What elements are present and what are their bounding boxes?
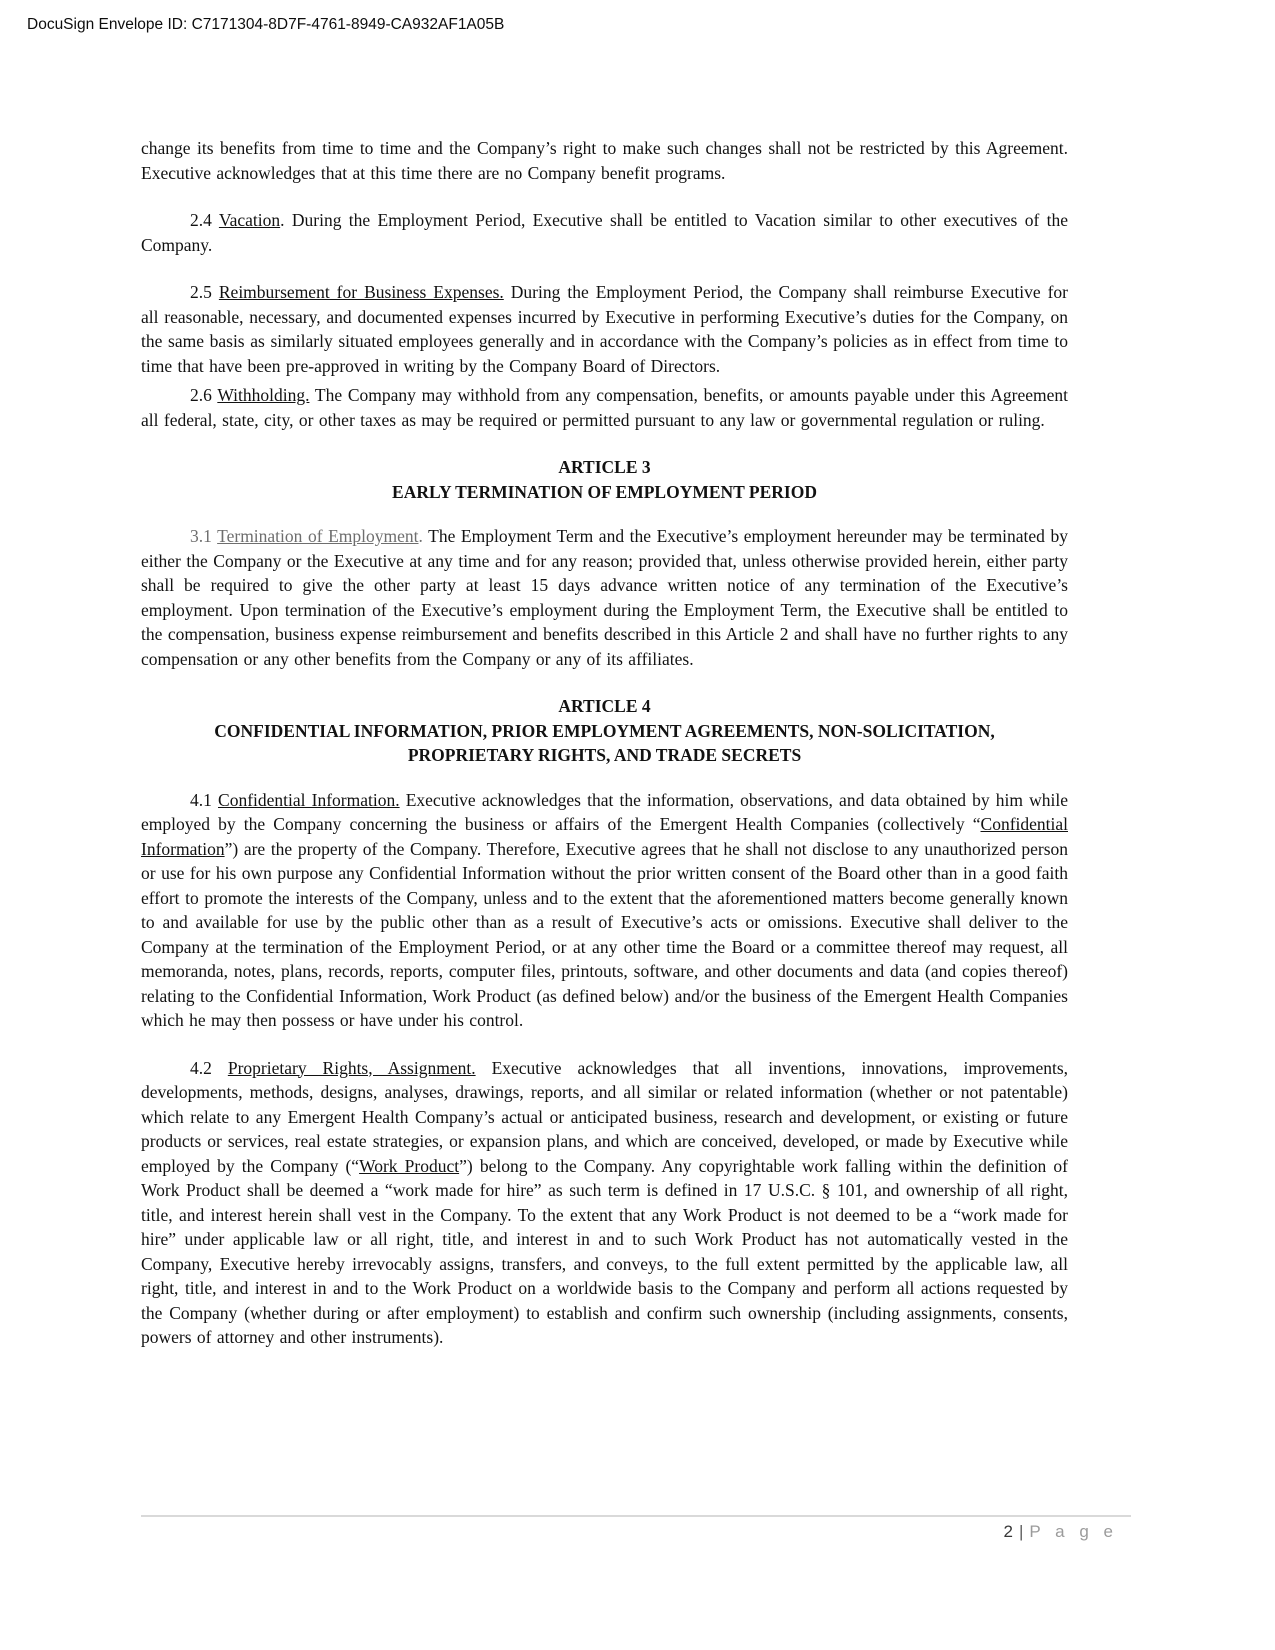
article-heading-article-3 bbox=[141, 455, 1068, 504]
clause-text: ”) belong to the Company. Any copyrightable work falling within the definition of Work Product shall be deemed a “work made for hire” as such term is defined in 17 U.S.C. § 101, and ownership of all right, title, and interest herein shall vest in the Company. To the extent that any Work Product is not deemed to be a “work made for hire” under applicable law or all right, title, and interest in and to such Work Product has not automatically vested in the Company, Executive hereby irrevocably assigns, transfers, and conveys, to the full extent permitted by the applicable law, all right, title, and interest in and to the Work Product on a worldwide basis to the Company and perform all actions requested by the Company (whether during or after employment) to establish and confirm such ownership (including assignments, consents, powers of attorney and other instruments). bbox=[141, 1155, 1068, 1347]
article-heading-line: ARTICLE 3 bbox=[558, 457, 651, 477]
clause-title: Vacation bbox=[218, 210, 281, 230]
clause-text: 2.6 bbox=[190, 385, 218, 405]
article-heading-article-4 bbox=[141, 694, 1068, 768]
paragraph-4-1-confidential-information bbox=[141, 788, 1068, 1033]
clause-text: The Company may withhold from any compensation, benefits, or amounts payable under this Agreement all federal, state, city, or other taxes as may be required or permitted pursuant to any law or governmental regulation or ruling. bbox=[141, 385, 1069, 430]
clause-text: ”) are the property of the Company. Therefore, Executive agrees that he shall not disclose to any unauthorized person or use for his own purpose any Confidential Information without the prior written consent of the Board other than in a good faith effort to promote the interests of the Company, unless and to the extent that the aforementioned matters become generally known to and available for use by the public other than as a result of Executive’s acts or omissions. Executive shall deliver to the Company at the termination of the Employment Period, or at any other time the Board or a committee thereof may request, all memoranda, notes, plans, records, reports, computer files, printouts, software, and other documents and data (and copies thereof) relating to the Confidential Information, Work Product (as defined below) and/or the business of the Emergent Health Companies which he may then possess or have under his control. bbox=[141, 838, 1068, 1030]
clause-text: 4.1 bbox=[190, 789, 219, 810]
clause-text: 4.2 bbox=[190, 1057, 228, 1078]
page-number: 2 bbox=[1003, 1522, 1013, 1541]
clause-text: 2.5 bbox=[190, 282, 219, 302]
article-heading-line: CONFIDENTIAL INFORMATION, PRIOR EMPLOYMENT AGREEMENTS, NON-SOLICITATION, bbox=[214, 720, 995, 741]
paragraph-2-4-vacation bbox=[141, 208, 1068, 257]
paragraph-2-6-withholding bbox=[141, 383, 1068, 432]
clause-text: During the Employment Period, the Company shall reimburse Executive for all reasonable, necessary, and documented expenses incurred by Executive in performing Executive’s duties for the Company, on the same basis as similarly situated employees generally and in accordance with the Company’s policies as in effect from time to time that have been pre-approved in writing by the Company Board of Directors. bbox=[141, 282, 1068, 376]
article-heading-line: PROPRIETARY RIGHTS, AND TRADE SECRETS bbox=[407, 745, 802, 765]
clause-text: . bbox=[418, 526, 429, 546]
paragraph-4-2-proprietary-rights bbox=[141, 1056, 1068, 1350]
footer-divider bbox=[141, 1515, 1131, 1517]
clause-text: . During the Employment Period, Executive shall be entitled to Vacation similar to other executives of the Company. bbox=[141, 210, 1068, 255]
page-word: P a g e bbox=[1029, 1522, 1118, 1541]
article-heading-line: ARTICLE 4 bbox=[558, 696, 651, 716]
clause-title: Reimbursement for Business Expenses. bbox=[218, 282, 504, 302]
document-body bbox=[141, 136, 1068, 1373]
paragraph-3-1-termination bbox=[141, 524, 1068, 671]
clause-title: Work Product bbox=[359, 1155, 460, 1176]
paragraph-2-5-reimbursement bbox=[141, 280, 1068, 378]
clause-text: 2.4 bbox=[190, 210, 219, 230]
clause-text: change its benefits from time to time and the Company’s right to make such changes shall not be restricted by this Agreement. Executive acknowledges that at this time there are no Company benefit programs. bbox=[141, 138, 1068, 183]
clause-text: 3.1 bbox=[190, 526, 218, 546]
page-footer bbox=[141, 1522, 1118, 1542]
page-number-separator: | bbox=[1019, 1522, 1024, 1541]
clause-title: Confidential Information bbox=[141, 814, 1068, 859]
clause-text: Executive acknowledges that all inventions, innovations, improvements, developments, methods, designs, analyses, drawings, reports, and all similar or related information (whether or not patentable) which relate to any Emergent Health Company’s actual or anticipated business, research and development, or existing or future products or services, real estate strategies, or expansion plans, and which are conceived, developed, or made by Executive while employed by the Company (“ bbox=[141, 1057, 1069, 1176]
clause-text: Executive acknowledges that the information, observations, and data obtained by him while employed by the Company concerning the business or affairs of the Emergent Health Companies (collectively “ bbox=[141, 789, 1068, 834]
clause-title: Withholding. bbox=[217, 385, 310, 405]
paragraph-benefits-continuation bbox=[141, 136, 1068, 185]
clause-title: Confidential Information. bbox=[218, 789, 400, 810]
article-heading-line: EARLY TERMINATION OF EMPLOYMENT PERIOD bbox=[392, 481, 817, 502]
clause-title: Proprietary Rights, Assignment. bbox=[227, 1057, 476, 1078]
docusign-envelope-id: DocuSign Envelope ID: C7171304-8D7F-4761-8949-CA932AF1A05B bbox=[27, 16, 505, 33]
clause-text: The Employment Term and the Executive’s employment hereunder may be terminated by either the Company or the Executive at any time and for any reason; provided that, unless otherwise provided herein, either party shall be required to give the other party at least 15 days advance written notice of any termination of the Executive’s employment. Upon termination of the Executive’s employment during the Employment Term, the Executive shall be entitled to the compensation, business expense reimbursement and benefits described in this Article 2 and shall have no further rights to any compensation or any other benefits from the Company or any of its affiliates. bbox=[141, 526, 1068, 669]
clause-title: Termination of Employment bbox=[217, 526, 419, 546]
